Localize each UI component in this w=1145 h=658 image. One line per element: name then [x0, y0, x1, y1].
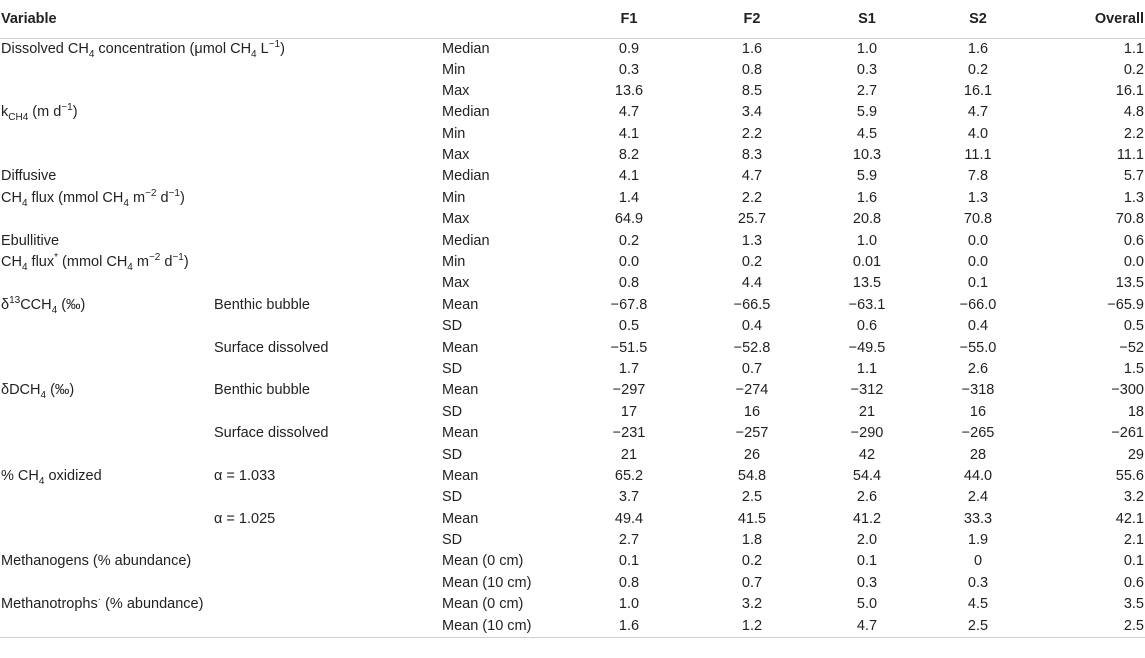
- cell-overall: 3.5: [1123, 596, 1144, 613]
- cell-statistic: Mean (10 cm): [440, 616, 564, 638]
- cell-f2: 1.3: [741, 232, 763, 249]
- table-row: [0, 145, 1145, 166]
- cell-variable: [0, 209, 214, 230]
- table-row: [0, 616, 1145, 638]
- cell-f1: 0.3: [618, 61, 640, 78]
- cell-f1: 1.6: [564, 616, 694, 638]
- cell-subcategory: [214, 252, 440, 273]
- cell-f2: 2.2: [741, 189, 763, 206]
- cell-overall: 42.1: [1115, 510, 1144, 527]
- cell-s1: 5.9: [856, 168, 878, 185]
- cell-f2: 1.6: [741, 40, 763, 57]
- cell-s1: −312: [850, 382, 884, 399]
- table-row: [0, 188, 1145, 209]
- cell-s1: 4.7: [810, 616, 924, 638]
- cell-subcategory: [214, 530, 440, 551]
- cell-f2: 4.7: [741, 168, 763, 185]
- cell-f2: 8.3: [741, 147, 763, 164]
- cell-f2: 3.2: [741, 596, 763, 613]
- cell-f1: 0.0: [618, 254, 640, 271]
- cell-s1: 54.4: [852, 467, 882, 484]
- header-f1: F1: [564, 0, 694, 38]
- table-row: [0, 530, 1145, 551]
- label-d13c-ch4: $\delta^{13}CCH_4$ (‰): [1, 294, 86, 316]
- cell-overall: −261: [1111, 425, 1144, 442]
- cell-statistic: Max: [442, 147, 470, 164]
- table-row: [0, 102, 1145, 123]
- cell-overall: 11.1: [1116, 147, 1144, 164]
- cell-statistic: SD: [442, 532, 463, 549]
- cell-f1: 1.7: [618, 360, 640, 377]
- cell-statistic: Mean: [442, 382, 479, 399]
- cell-s2: 2.5: [924, 616, 1032, 638]
- cell-variable: [0, 38, 285, 60]
- table-row: [0, 231, 1145, 252]
- header-row: [0, 0, 1145, 38]
- cell-s2: 11.1: [964, 147, 992, 164]
- cell-overall: −52: [1119, 339, 1144, 356]
- cell-subcategory: α = 1.025: [214, 510, 276, 527]
- label-diffusive-flux: $CH_4$ flux (mmol $CH_4$ $m^{-2}$ $d^{-1}$): [1, 188, 185, 209]
- cell-overall: 0.2: [1123, 61, 1144, 78]
- cell-s1: 0.3: [856, 61, 878, 78]
- cell-variable: [0, 573, 214, 594]
- cell-s2: 4.0: [967, 125, 989, 142]
- cell-f1: 4.7: [618, 104, 640, 121]
- cell-s2: 7.8: [967, 168, 989, 185]
- cell-f1: 64.9: [614, 211, 644, 228]
- table-row: [0, 81, 1145, 102]
- cell-s1: 1.1: [856, 360, 878, 377]
- cell-s1: 1.6: [856, 189, 878, 206]
- cell-statistic: Median: [442, 168, 490, 185]
- table-row: [0, 338, 1145, 359]
- cell-f1: 1.0: [618, 596, 640, 613]
- cell-overall: 2.5: [1032, 616, 1145, 638]
- cell-f2: 1.2: [694, 616, 810, 638]
- cell-statistic: Mean (10 cm): [442, 574, 532, 591]
- table-row: [0, 38, 1145, 60]
- cell-variable: [0, 188, 214, 209]
- cell-subcategory: [214, 166, 440, 187]
- cell-s2: 1.9: [967, 532, 989, 549]
- cell-statistic: Min: [442, 125, 466, 142]
- cell-s2: 44.0: [963, 467, 993, 484]
- cell-f2: 8.5: [741, 82, 763, 99]
- cell-f1: 0.8: [618, 275, 640, 292]
- cell-f2: 0.2: [741, 553, 763, 570]
- cell-f2: 2.5: [741, 489, 763, 506]
- cell-variable: [0, 295, 214, 316]
- cell-statistic: Mean: [442, 339, 479, 356]
- cell-statistic: Median: [442, 104, 490, 121]
- cell-overall: 1.5: [1123, 360, 1144, 377]
- cell-statistic: Max: [442, 275, 470, 292]
- table-row: [0, 466, 1145, 487]
- cell-subcategory: [214, 616, 440, 638]
- cell-subcategory: [214, 359, 440, 380]
- cell-subcategory: [214, 231, 440, 252]
- table-row: [0, 445, 1145, 466]
- cell-s1: 20.8: [852, 211, 882, 228]
- table-row: [0, 60, 1145, 81]
- table-row: [0, 551, 1145, 572]
- cell-f1: 65.2: [614, 467, 644, 484]
- cell-variable: [0, 402, 214, 423]
- cell-s2: 0.0: [967, 254, 989, 271]
- cell-statistic: Mean (0 cm): [442, 596, 524, 613]
- table-row: [0, 209, 1145, 230]
- cell-variable: [0, 273, 214, 294]
- cell-f2: 0.8: [741, 61, 763, 78]
- cell-s1: 21: [858, 403, 876, 420]
- table-row: [0, 380, 1145, 401]
- cell-f2: 0.7: [741, 360, 763, 377]
- cell-f2: 4.4: [741, 275, 763, 292]
- cell-variable: [0, 252, 214, 273]
- cell-overall: 16.1: [1115, 82, 1144, 99]
- cell-s1: 0.6: [856, 318, 878, 335]
- table-row: [0, 594, 1145, 615]
- cell-s2: 16: [969, 403, 987, 420]
- cell-subcategory: [214, 188, 440, 209]
- cell-s2: 2.6: [967, 360, 989, 377]
- header-stat: [440, 0, 564, 38]
- cell-f1: 17: [620, 403, 638, 420]
- cell-variable: [0, 316, 214, 337]
- cell-overall: −65.9: [1107, 296, 1144, 313]
- cell-statistic: Mean: [442, 467, 479, 484]
- cell-f2: 41.5: [737, 510, 767, 527]
- cell-f2: 26: [743, 446, 761, 463]
- cell-s2: 4.5: [967, 596, 989, 613]
- cell-statistic: Mean: [442, 510, 479, 527]
- cell-variable: [0, 445, 214, 466]
- cell-variable: Diffusive: [1, 168, 57, 185]
- cell-f1: −51.5: [610, 339, 648, 356]
- table-row: [0, 402, 1145, 423]
- cell-f2: 25.7: [737, 211, 767, 228]
- cell-s1: 2.6: [856, 489, 878, 506]
- cell-subcategory: [214, 487, 440, 508]
- cell-f2: 2.2: [741, 125, 763, 142]
- cell-subcategory: α = 1.033: [214, 467, 276, 484]
- table-row: [0, 273, 1145, 294]
- cell-statistic: Median: [442, 40, 490, 57]
- cell-f1: 13.6: [614, 82, 644, 99]
- cell-s1: 4.5: [856, 125, 878, 142]
- cell-f2: 16: [743, 403, 761, 420]
- cell-s2: −265: [961, 425, 995, 442]
- cell-variable: [0, 60, 214, 81]
- cell-subcategory: Surface dissolved: [214, 425, 329, 442]
- cell-s2: −318: [961, 382, 995, 399]
- label-dissolved-ch4: Dissolved $CH_4$ concentration (μmol $CH_4$ $L^{-1}$): [1, 38, 285, 60]
- label-methanotrophs: Methanotrophs· (% abundance): [1, 594, 204, 613]
- cell-f2: −257: [735, 425, 769, 442]
- cell-overall: 2.1: [1123, 532, 1144, 549]
- cell-subcategory: [214, 551, 440, 572]
- header-sub: [214, 0, 440, 38]
- header-s2: S2: [924, 0, 1032, 38]
- cell-s2: 0.3: [967, 574, 989, 591]
- cell-variable: [0, 81, 214, 102]
- cell-statistic: SD: [442, 446, 463, 463]
- cell-overall: 1.1: [1123, 40, 1144, 57]
- cell-variable: [0, 102, 214, 123]
- cell-s2: 0.2: [967, 61, 989, 78]
- cell-f1: 0.8: [618, 574, 640, 591]
- cell-s1: 10.3: [852, 147, 882, 164]
- cell-s2: 0.1: [967, 275, 989, 292]
- table-row: [0, 487, 1145, 508]
- cell-s2: −66.0: [959, 296, 997, 313]
- cell-statistic: Mean: [442, 296, 479, 313]
- cell-subcategory: [214, 573, 440, 594]
- cell-s2: 1.3: [967, 189, 989, 206]
- cell-overall: 0.0: [1123, 254, 1144, 271]
- table-row: [0, 573, 1145, 594]
- cell-s1: −63.1: [848, 296, 886, 313]
- cell-statistic: Mean: [442, 425, 479, 442]
- cell-subcategory: [214, 145, 440, 166]
- cell-s2: 70.8: [963, 211, 993, 228]
- cell-statistic: Min: [442, 189, 466, 206]
- cell-statistic: Min: [442, 61, 466, 78]
- cell-variable: [0, 145, 214, 166]
- cell-s1: 41.2: [852, 510, 882, 527]
- cell-overall: −300: [1111, 382, 1144, 399]
- cell-overall: 0.6: [1123, 232, 1144, 249]
- label-k-ch4: $k_{CH4}$ (m $d^{-1}$): [1, 102, 78, 124]
- cell-s1: −290: [850, 425, 884, 442]
- cell-variable: [0, 616, 214, 638]
- cell-f2: 54.8: [737, 467, 767, 484]
- cell-variable: [0, 338, 214, 359]
- cell-s2: 1.6: [967, 40, 989, 57]
- cell-s1: 1.0: [856, 232, 878, 249]
- cell-s2: 4.7: [967, 104, 989, 121]
- cell-overall: 0.1: [1123, 553, 1144, 570]
- cell-f2: 0.7: [741, 574, 763, 591]
- cell-s2: 0: [973, 553, 983, 570]
- table-row: [0, 359, 1145, 380]
- cell-overall: 18: [1127, 403, 1144, 420]
- cell-s2: 0.0: [967, 232, 989, 249]
- cell-variable: [0, 124, 214, 145]
- cell-overall: 55.6: [1115, 467, 1144, 484]
- cell-statistic: Mean (0 cm): [442, 553, 524, 570]
- cell-s1: 5.9: [856, 104, 878, 121]
- cell-f1: 0.9: [618, 40, 640, 57]
- cell-variable: [0, 423, 214, 444]
- cell-variable: [0, 466, 214, 487]
- cell-variable: [0, 594, 214, 615]
- cell-overall: 1.3: [1123, 189, 1144, 206]
- cell-f1: 0.1: [618, 553, 640, 570]
- cell-s1: 5.0: [856, 596, 878, 613]
- cell-s2: 33.3: [963, 510, 993, 527]
- cell-subcategory: [214, 124, 440, 145]
- cell-f1: 1.4: [618, 189, 640, 206]
- cell-f2: −52.8: [733, 339, 771, 356]
- cell-f1: −231: [612, 425, 646, 442]
- cell-f1: 0.2: [618, 232, 640, 249]
- cell-s1: 2.0: [856, 532, 878, 549]
- cell-subcategory: [214, 102, 440, 123]
- cell-f1: −297: [612, 382, 646, 399]
- cell-f1: 21: [620, 446, 638, 463]
- cell-overall: 0.6: [1123, 574, 1144, 591]
- cell-subcategory: [214, 445, 440, 466]
- cell-variable: [0, 380, 214, 401]
- cell-statistic: SD: [442, 403, 463, 420]
- cell-variable: [0, 509, 214, 530]
- cell-overall: 70.8: [1115, 211, 1144, 228]
- cell-s1: 0.01: [852, 254, 882, 271]
- cell-overall: 29: [1127, 446, 1144, 463]
- cell-statistic: Max: [442, 82, 470, 99]
- cell-s1: 2.7: [856, 82, 878, 99]
- cell-s1: 42: [858, 446, 876, 463]
- cell-statistic: SD: [442, 489, 463, 506]
- cell-f1: 4.1: [618, 125, 640, 142]
- cell-overall: 0.5: [1123, 318, 1144, 335]
- cell-subcategory: [214, 316, 440, 337]
- cell-statistic: Median: [442, 232, 490, 249]
- cell-f1: 0.5: [618, 318, 640, 335]
- label-ebullitive-flux: $CH_4$ flux* (mmol $CH_4$ $m^{-2}$ $d^{-1}$): [1, 252, 189, 273]
- cell-subcategory: [214, 209, 440, 230]
- cell-subcategory: Benthic bubble: [214, 382, 310, 399]
- cell-statistic: Max: [442, 211, 470, 228]
- table-row: [0, 316, 1145, 337]
- cell-s1: 13.5: [852, 275, 882, 292]
- cell-f2: 1.8: [741, 532, 763, 549]
- cell-overall: 5.7: [1123, 168, 1144, 185]
- cell-f2: −274: [735, 382, 769, 399]
- table-row: [0, 252, 1145, 273]
- cell-variable: [0, 530, 214, 551]
- cell-f1: −67.8: [610, 296, 648, 313]
- cell-overall: 2.2: [1123, 125, 1144, 142]
- cell-s1: 0.3: [856, 574, 878, 591]
- cell-f1: 8.2: [618, 147, 640, 164]
- label-ch4-oxidized: % $CH_4$ oxidized: [1, 467, 102, 487]
- cell-subcategory: [214, 60, 440, 81]
- cell-subcategory: Surface dissolved: [214, 339, 329, 356]
- table-row: [0, 423, 1145, 444]
- cell-f2: 3.4: [741, 104, 763, 121]
- cell-statistic: Min: [442, 254, 466, 271]
- cell-s2: 0.4: [967, 318, 989, 335]
- cell-subcategory: [214, 402, 440, 423]
- cell-s2: 28: [969, 446, 987, 463]
- cell-variable: Methanogens (% abundance): [1, 553, 192, 570]
- cell-s1: 0.1: [856, 553, 878, 570]
- cell-f2: −66.5: [733, 296, 771, 313]
- cell-variable: Ebullitive: [1, 232, 60, 249]
- cell-overall: 13.5: [1115, 275, 1144, 292]
- cell-s2: 2.4: [967, 489, 989, 506]
- cell-statistic: SD: [442, 360, 463, 377]
- table-row: [0, 295, 1145, 316]
- header-f2: F2: [694, 0, 810, 38]
- cell-variable: [0, 359, 214, 380]
- cell-f1: 4.1: [618, 168, 640, 185]
- cell-overall: 3.2: [1123, 489, 1144, 506]
- table-row: [0, 166, 1145, 187]
- cell-subcategory: Benthic bubble: [214, 296, 310, 313]
- cell-overall: 4.8: [1123, 104, 1144, 121]
- cell-f2: 0.4: [741, 318, 763, 335]
- header-s1: S1: [810, 0, 924, 38]
- cell-f2: 0.2: [741, 254, 763, 271]
- cell-subcategory: [214, 594, 440, 615]
- cell-subcategory: [214, 273, 440, 294]
- header-variable: Variable: [0, 0, 214, 38]
- cell-f1: 2.7: [618, 532, 640, 549]
- cell-variable: [0, 487, 214, 508]
- cell-f1: 49.4: [614, 510, 644, 527]
- cell-s2: −55.0: [959, 339, 997, 356]
- cell-s1: 1.0: [856, 40, 878, 57]
- cell-f1: 3.7: [618, 489, 640, 506]
- cell-subcategory: [214, 81, 440, 102]
- cell-s1: −49.5: [848, 339, 886, 356]
- label-dd-ch4: δDCH$_4$ (‰): [1, 382, 75, 402]
- table-row: [0, 509, 1145, 530]
- header-overall: Overall: [1032, 0, 1145, 38]
- cell-s2: 16.1: [963, 82, 993, 99]
- cell-statistic: SD: [442, 318, 463, 335]
- table-row: [0, 124, 1145, 145]
